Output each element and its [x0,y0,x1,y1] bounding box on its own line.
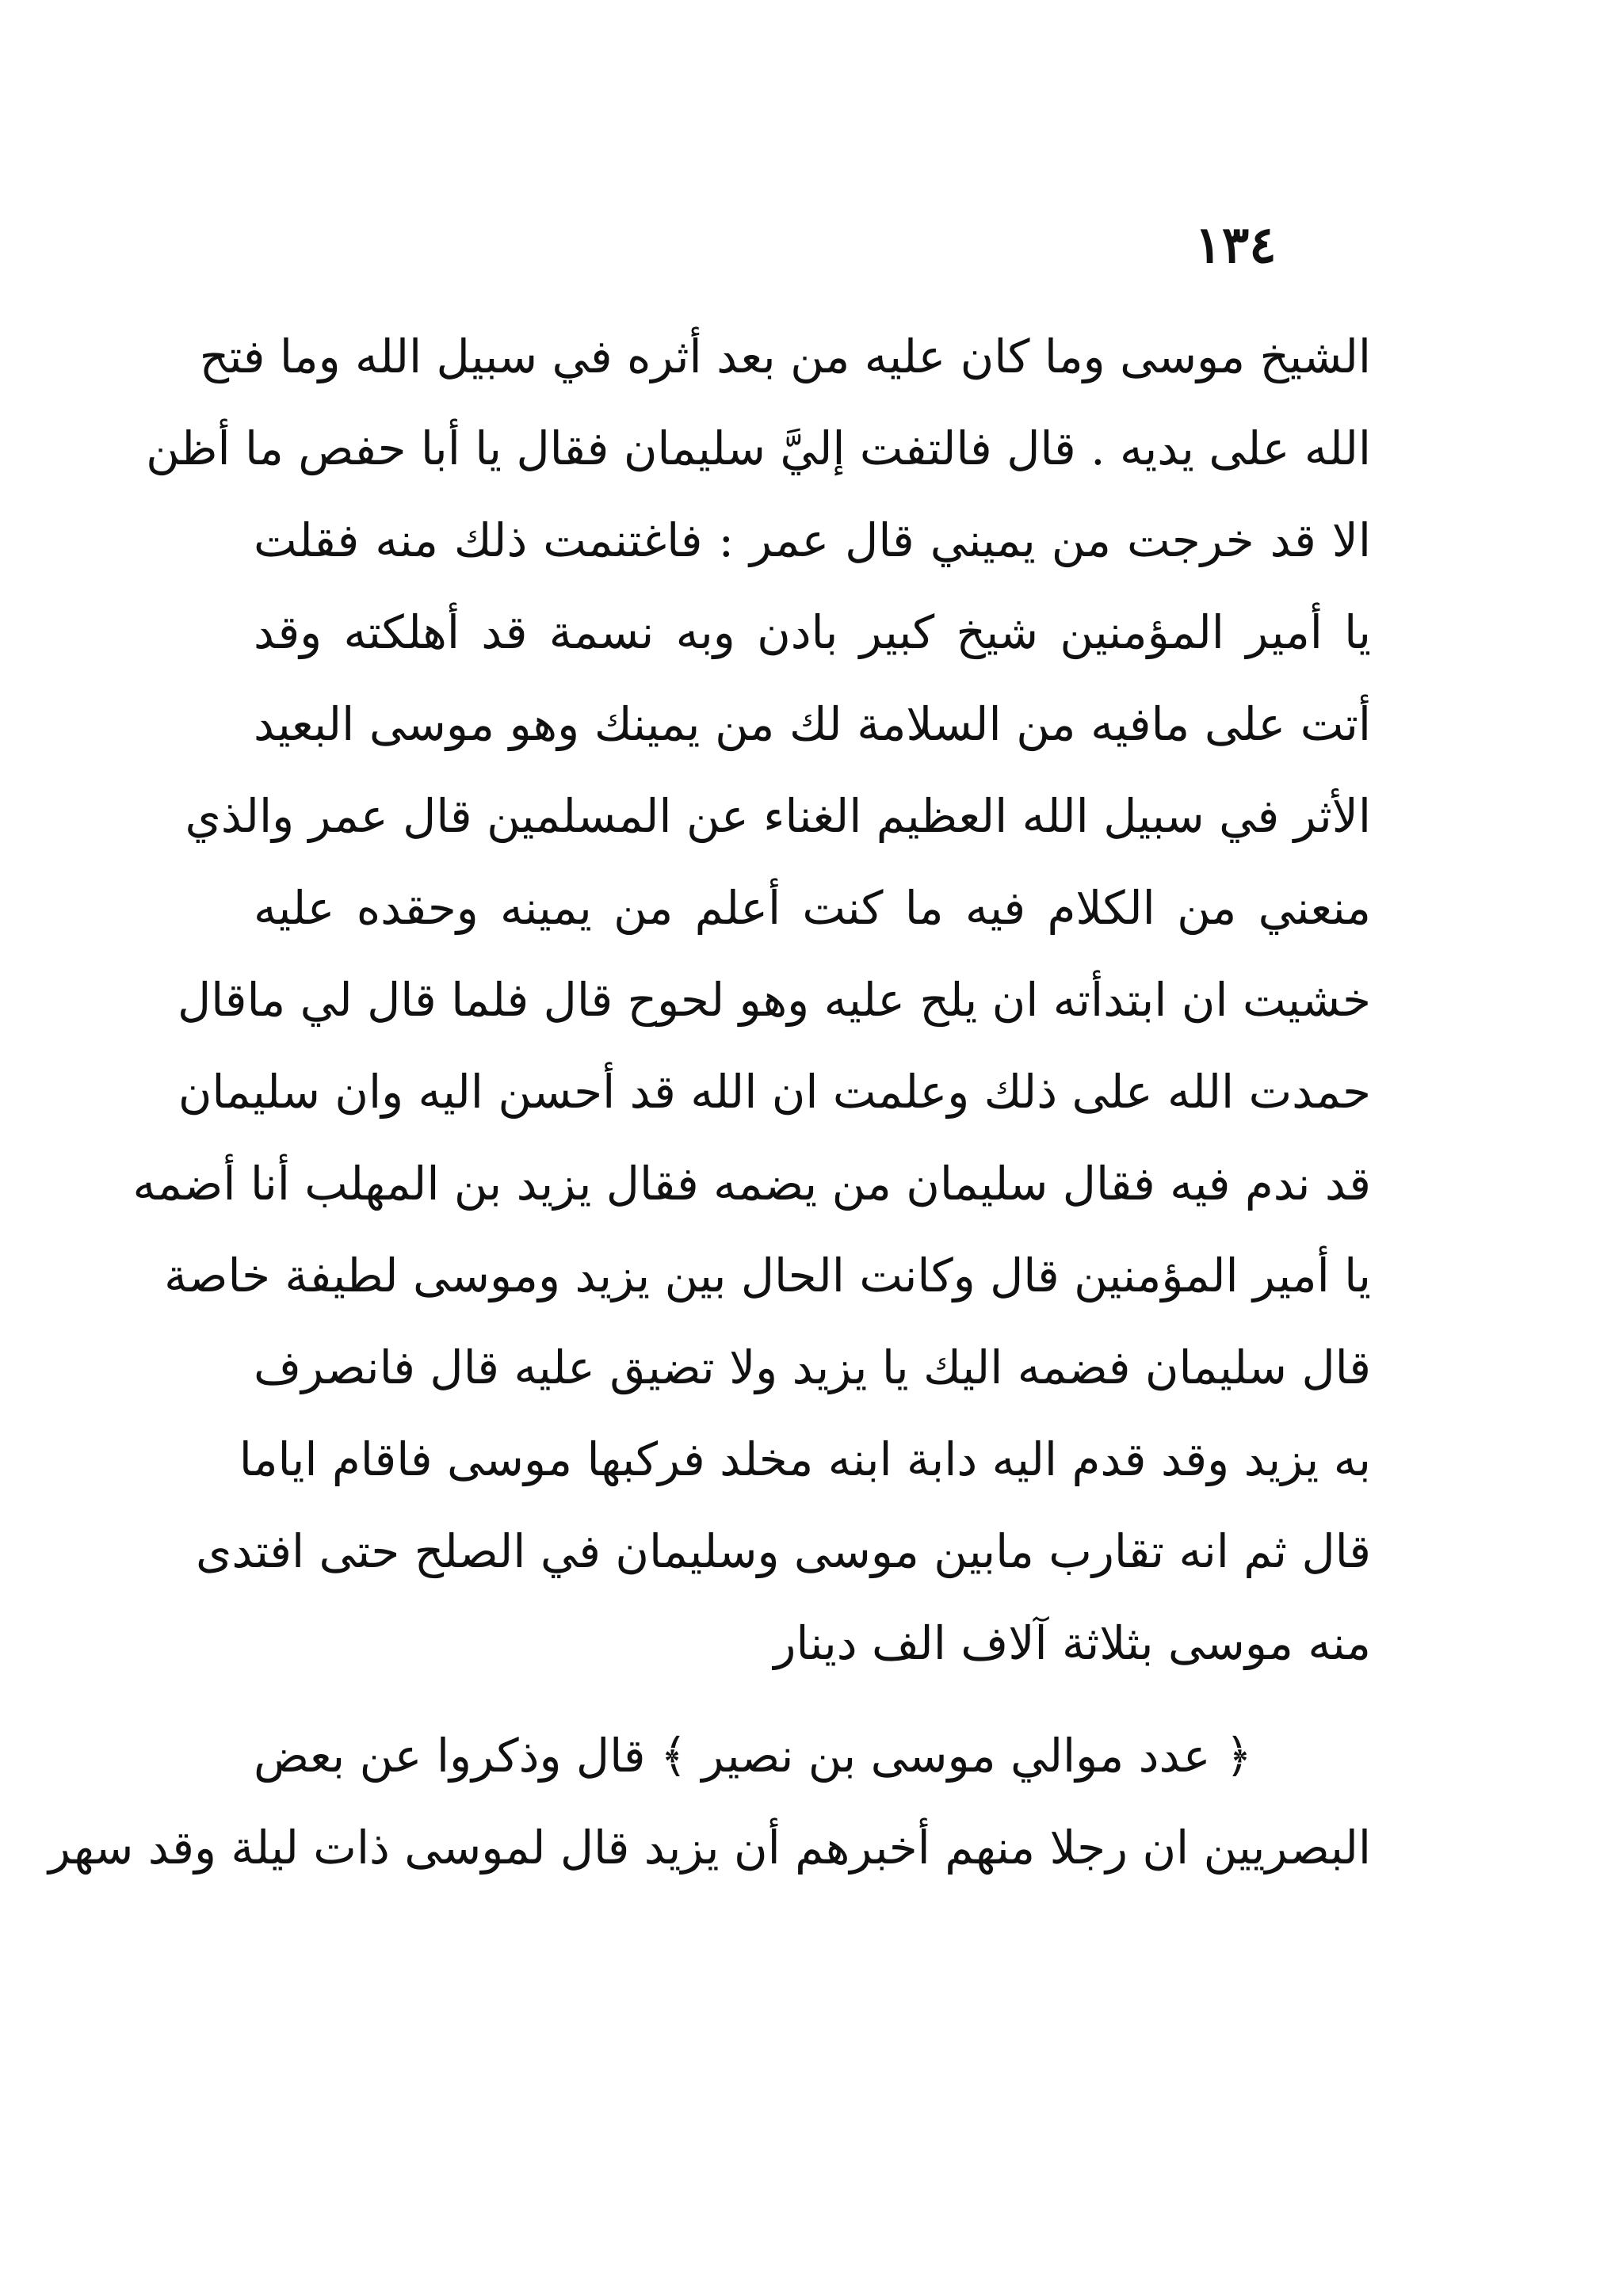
text-line: الشيخ موسى وما كان عليه من بعد أثره في سبيل الله وما فتح [199,330,1371,383]
text-line: حمدت الله على ذلك وعلمت ان الله قد أحسن اليه وان سليمان [178,1065,1371,1119]
body-text [48,311,1372,1894]
text-line: يا أمير المؤمنين شيخ كبير بادن وبه نسمة قد أهلكته وقد [254,605,1371,659]
text-line: الله على يديه . قال فالتفت إليَّ سليمان فقال يا أبا حفص ما أظن [146,421,1371,475]
text-line: الأثر في سبيل الله العظيم الغناء عن المسلمين قال عمر والذي [185,789,1371,843]
text-line: البصريين ان رجلا منهم أخبرهم أن يزيد قال لموسى ذات ليلة وقد سهر [48,1821,1371,1875]
text-line: به يزيد وقد قدم اليه دابة ابنه مخلد فركبها موسى فاقام اياما [239,1432,1371,1486]
paragraph-end-line: منه موسى بثلاثة آلاف الف دينار [773,1616,1371,1670]
page-number: ١٣٤ [1194,215,1277,275]
text-line: قد ندم فيه فقال سليمان من يضمه فقال يزيد بن المهلب أنا أضمه [132,1157,1371,1211]
text-line: الا قد خرجت من يميني قال عمر : فاغتنمت ذلك منه فقلت [254,513,1371,567]
text-line: يا أمير المؤمنين قال وكانت الحال بين يزيد وموسى لطيفة خاصة [164,1249,1371,1302]
section-heading-line: ﴿ عدد موالي موسى بن نصير ﴾ قال وذكروا عن بعض [254,1729,1252,1783]
text-line: قال سليمان فضمه اليك يا يزيد ولا تضيق عليه قال فانصرف [254,1341,1372,1394]
text-line: منعني من الكلام فيه ما كنت أعلم من يمينه وحقده عليه [254,881,1371,935]
text-line: قال ثم انه تقارب مابين موسى وسليمان في الصلح حتى افتدى [195,1524,1371,1578]
text-line: أتت على مافيه من السلامة لك من يمينك وهو موسى البعيد [254,697,1371,751]
text-line: خشيت ان ابتدأته ان يلح عليه وهو لحوح قال فلما قال لي ماقال [177,973,1371,1027]
